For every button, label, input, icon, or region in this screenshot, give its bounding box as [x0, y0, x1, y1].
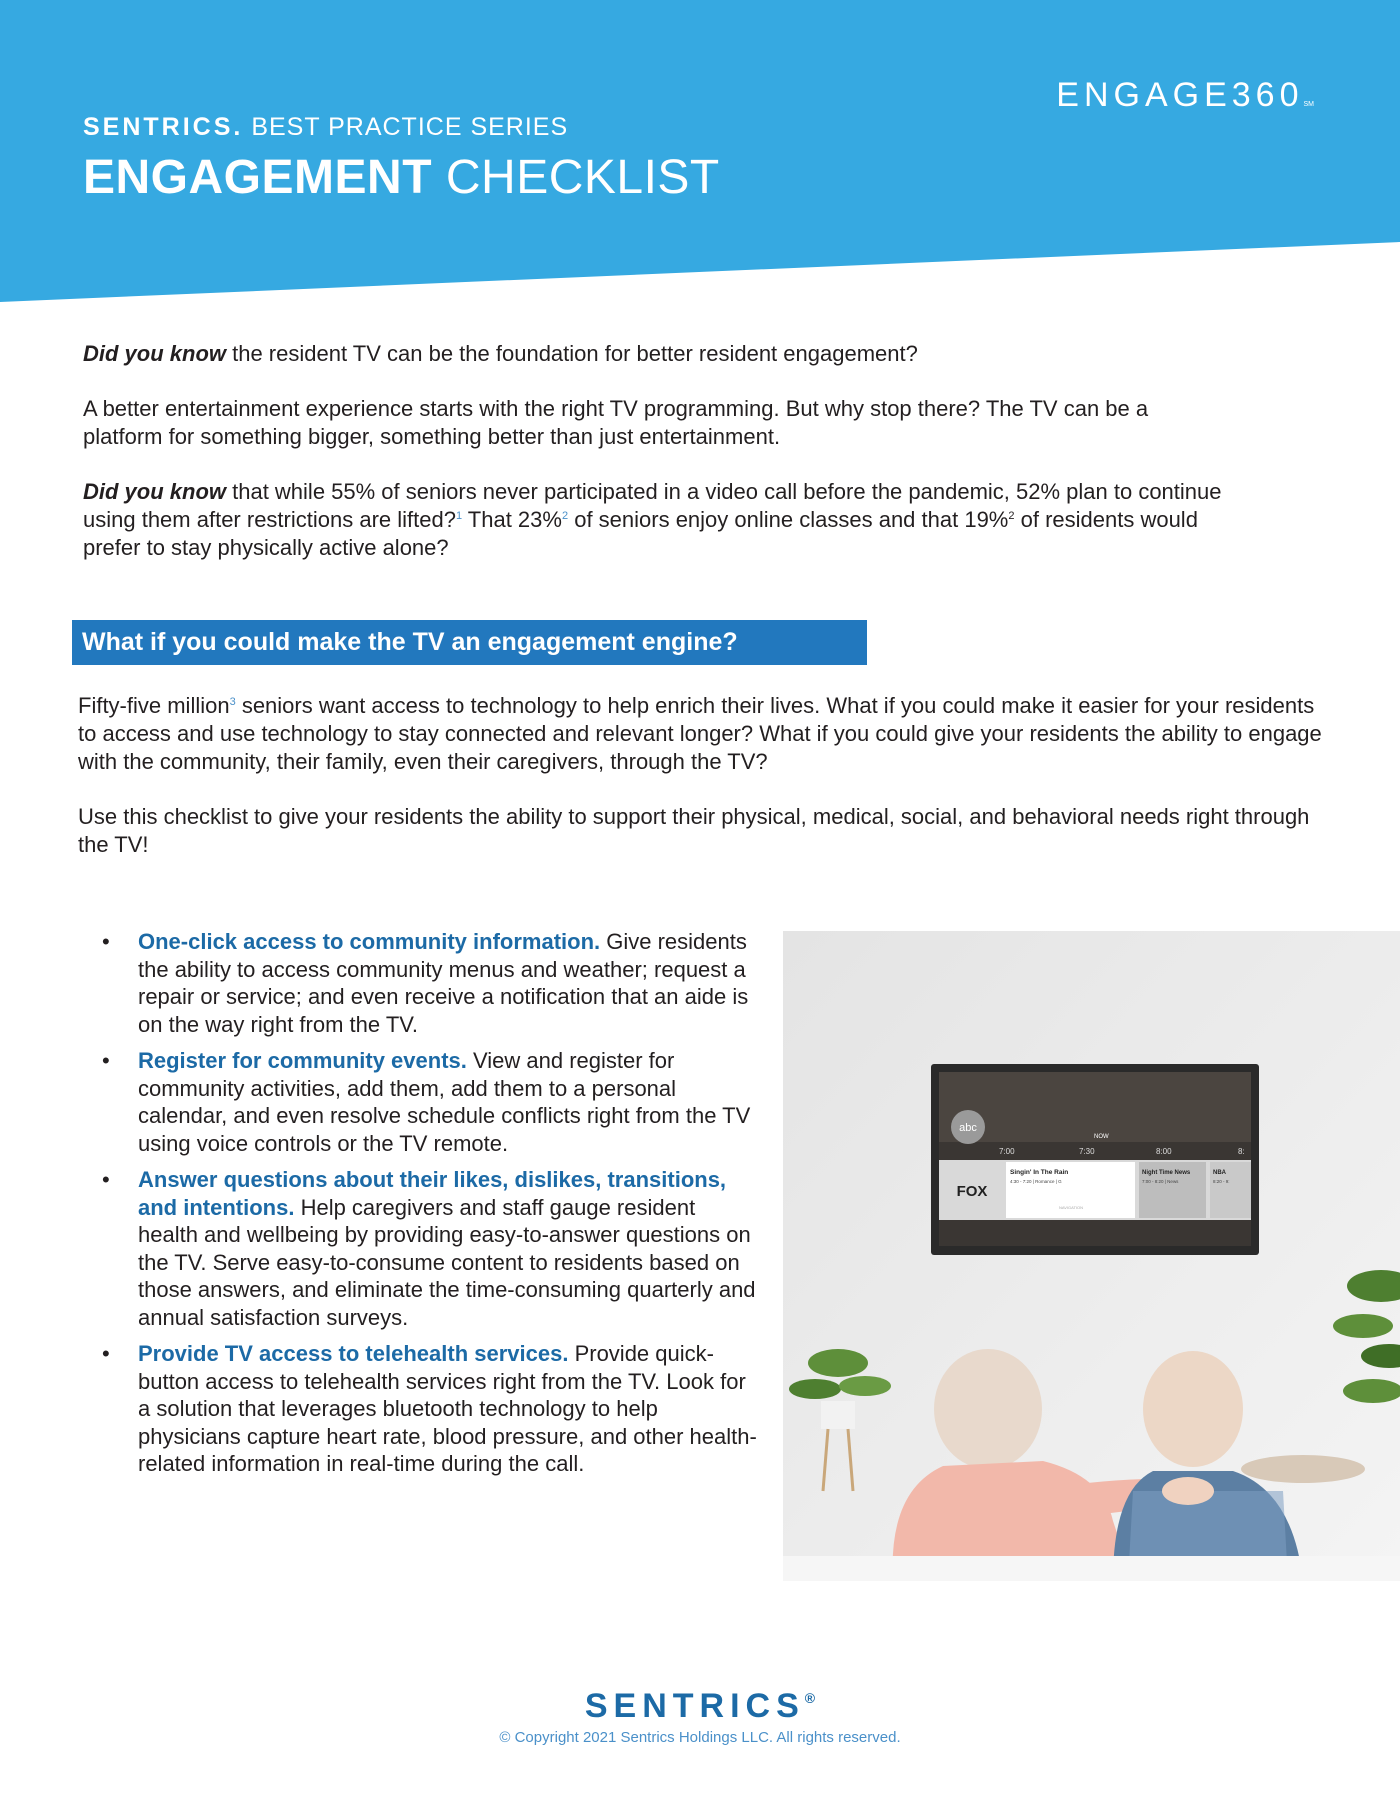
time-label: 7:00	[999, 1147, 1015, 1156]
checklist-item-body: Give residents the ability to access community menus and weather; request a repair or service; and even receive a notification that an aide is on the way right from the TV.	[138, 929, 749, 1037]
checklist-item	[100, 928, 760, 1038]
side-table	[1241, 1455, 1365, 1483]
photo-illustration	[783, 931, 1400, 1581]
engagement-checklist	[100, 928, 760, 1487]
show-title: NBA	[1213, 1170, 1226, 1176]
checklist-item-heading: Register for community events.	[138, 1048, 467, 1073]
bullet-icon: •	[102, 1048, 110, 1073]
footnote-ref: 2	[561, 510, 569, 522]
footnote-ref: 1	[455, 510, 463, 522]
intro-paragraph-3: Did you know that while 55% of seniors never participated in a video call before the pandemic, 52% plan to continue using them after restrictions are lifted?$^1$ That 23%$^2$ of seniors enjoy online classes and that 19%$^2$ of residents would prefer to stay physically active alone?	[83, 479, 1222, 560]
series-text: BEST PRACTICE SERIES	[251, 113, 569, 141]
bullet-icon: •	[102, 929, 110, 954]
time-label: 8:	[1238, 1147, 1245, 1156]
show-title: Night Time News	[1142, 1170, 1191, 1176]
now-label: NOW	[1094, 1134, 1109, 1140]
show-meta: 8:20 - 9:	[1213, 1179, 1230, 1184]
checklist-item-heading: Provide TV access to telehealth services.	[138, 1341, 569, 1366]
checklist-item-body: Help caregivers and staff gauge resident health and wellbeing by providing easy-to-answer questions on the TV. Serve easy-to-consume content to residents based on those answers, and eliminate the time-consuming quarterly and annual satisfaction surveys.	[138, 1194, 756, 1330]
time-label: 8:00	[1156, 1147, 1172, 1156]
sentrics-footer-logo: SENTRICS®	[584, 1687, 816, 1725]
section-paragraph-2: Use this checklist to give your residents the ability to support their physical, medical, social, and behavioral needs right through the TV!	[78, 804, 1310, 857]
show-meta: 4:30 - 7:20 | Romance | G	[1010, 1179, 1062, 1184]
checklist-item-body: View and register for community activities, add them, add them to a personal calendar, and even resolve schedule conflicts right from the TV using voice controls or the TV remote.	[138, 1048, 751, 1156]
guide-hint: NAVIGATION	[1058, 1205, 1084, 1210]
page-title: ENGAGEMENT CHECKLIST	[83, 151, 720, 204]
tv-hero-image	[939, 1072, 1251, 1142]
section-paragraph-1: Fifty-five million$^3$ seniors want access to technology to help enrich their lives. What if you could make it easier for your residents to access and use technology to stay connected and relevant longer? What if you could give your residents the ability to engage with the community, their family, even their caregivers, through the TV?	[78, 693, 1322, 774]
intro-paragraph-2: A better entertainment experience starts with the right TV programming. But why stop there? The TV can be a platform for something bigger, something better than just entertainment.	[83, 396, 1149, 449]
intro-section	[83, 340, 1233, 589]
sofa	[783, 1556, 1400, 1581]
series-label	[83, 113, 568, 142]
bullet-icon: •	[102, 1167, 110, 1192]
engage360-logo: ENGAGE360SM	[1056, 76, 1314, 114]
section-body	[78, 692, 1328, 886]
channel-1-label: abc	[959, 1122, 977, 1134]
checklist-item-heading: Answer questions about their likes, dislikes, transitions, and intentions.	[138, 1167, 727, 1220]
channel-2-label: FOX	[956, 1183, 988, 1200]
show-title: Singin' In The Rain	[1010, 1169, 1069, 1176]
checklist-item-heading: One-click access to community information.	[138, 929, 601, 954]
time-label: 7:30	[1079, 1147, 1095, 1156]
section-heading: What if you could make the TV an engagement engine?	[72, 620, 867, 665]
checklist-item	[100, 1047, 760, 1157]
checklist-item-body: Provide quick-button access to telehealth services right from the TV. Look for a solution that leverages bluetooth technology to help physicians capture heart rate, blood pressure, and other health-related information in real-time during the call.	[138, 1341, 757, 1476]
footnote-ref: 2	[1008, 510, 1015, 522]
show-meta: 7:00 - 8:20 | News	[1142, 1179, 1179, 1184]
footnote-ref: 3	[229, 696, 236, 708]
seniors-watching-tv-photo	[783, 931, 1400, 1581]
checklist-item	[100, 1340, 760, 1478]
bullet-icon: •	[102, 1341, 110, 1366]
copyright-notice: © Copyright 2021 Sentrics Holdings LLC. All rights reserved.	[499, 1729, 901, 1746]
checklist-item	[100, 1166, 760, 1331]
sentrics-wordmark-small: SENTRICS.	[83, 113, 244, 141]
intro-paragraph-1: Did you know the resident TV can be the foundation for better resident engagement?	[83, 341, 918, 366]
